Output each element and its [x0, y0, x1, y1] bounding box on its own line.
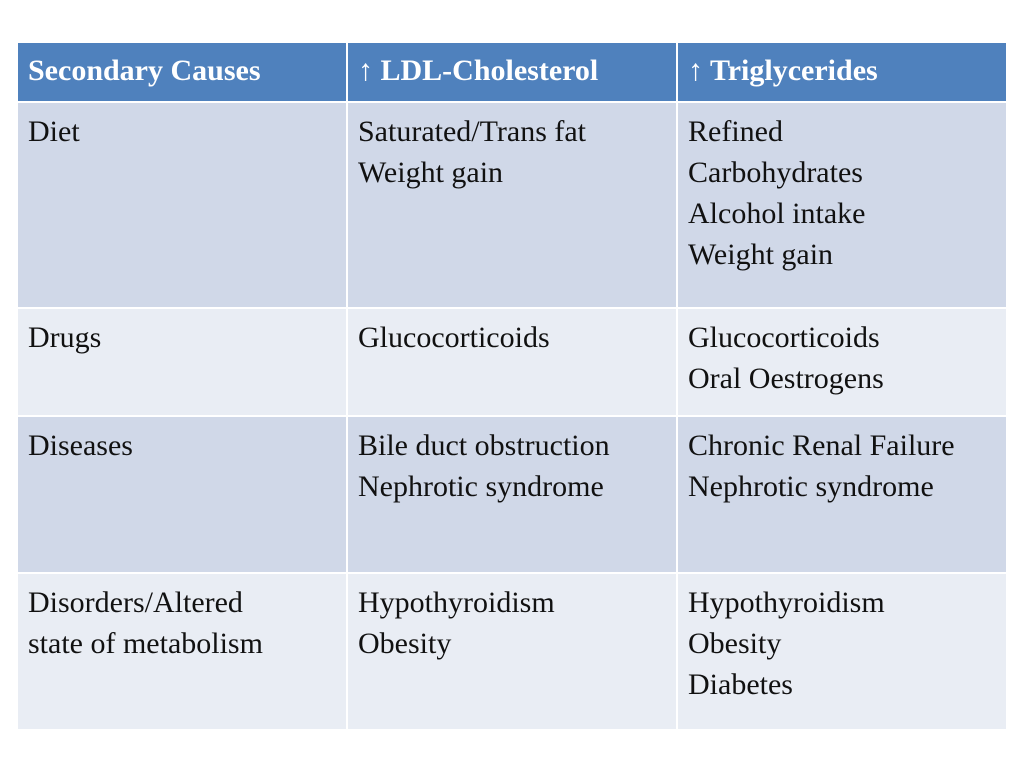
cell-text: Obesity — [358, 627, 452, 660]
header-label: Secondary Causes — [28, 54, 261, 87]
row-disorders-tg — [678, 574, 1006, 729]
cell-text: Refined — [688, 115, 783, 148]
cell-text: Hypothyroidism — [358, 586, 555, 619]
cell-text: Glucocorticoids — [688, 321, 880, 354]
row-diseases-tg — [678, 417, 1006, 572]
cell-text: Drugs — [28, 321, 102, 354]
row-disorders-cause — [18, 574, 346, 729]
header-triglycerides — [678, 43, 1006, 101]
cell-text: Carbohydrates — [688, 156, 863, 189]
cell-text: Bile duct obstruction — [358, 429, 610, 462]
row-diet-cause — [18, 103, 346, 307]
cell-text: Weight gain — [358, 156, 504, 189]
header-ldl-cholesterol — [348, 43, 676, 101]
cell-text: Weight gain — [688, 238, 834, 271]
header-label: ↑ Triglycerides — [688, 54, 878, 87]
row-drugs-ldl — [348, 309, 676, 415]
cell-text: Nephrotic syndrome — [688, 470, 934, 503]
row-diet-tg — [678, 103, 1006, 307]
cell-text: Hypothyroidism — [688, 586, 885, 619]
row-diseases-ldl — [348, 417, 676, 572]
row-disorders-ldl — [348, 574, 676, 729]
causes-table — [18, 43, 1006, 729]
cell-text: Diabetes — [688, 668, 793, 701]
cell-text: Nephrotic syndrome — [358, 470, 604, 503]
row-diseases-cause — [18, 417, 346, 572]
cell-text: Disorders/Altered — [28, 586, 243, 619]
cell-text: Diet — [28, 115, 80, 148]
row-drugs-tg — [678, 309, 1006, 415]
cell-text: Chronic Renal Failure — [688, 429, 955, 462]
cell-text: state of metabolism — [28, 627, 263, 660]
header-secondary-causes — [18, 43, 346, 101]
cell-text: Obesity — [688, 627, 782, 660]
cell-text: Alcohol intake — [688, 197, 866, 230]
row-diet-ldl — [348, 103, 676, 307]
cell-text: Oral Oestrogens — [688, 362, 884, 395]
cell-text: Diseases — [28, 429, 133, 462]
cell-text: Saturated/Trans fat — [358, 115, 587, 148]
row-drugs-cause — [18, 309, 346, 415]
cell-text: Glucocorticoids — [358, 321, 550, 354]
header-label: ↑ LDL-Cholesterol — [358, 54, 599, 87]
